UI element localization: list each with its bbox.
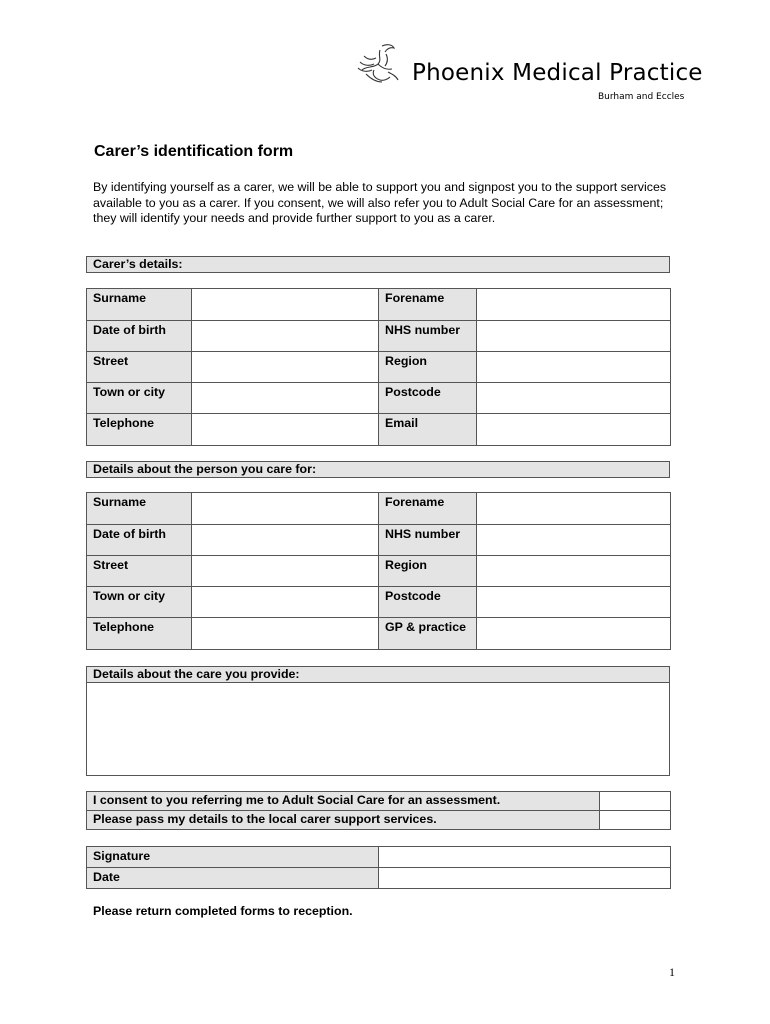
cared-forename-field[interactable] — [477, 493, 671, 525]
carer-surname-field[interactable] — [192, 289, 379, 321]
cared-nhs-label: NHS number — [379, 525, 477, 556]
cared-town-label: Town or city — [87, 587, 192, 618]
cared-postcode-field[interactable] — [477, 587, 671, 618]
cared-region-field[interactable] — [477, 556, 671, 587]
signature-field[interactable] — [379, 847, 671, 868]
cared-person-heading: Details about the person you care for: — [86, 461, 670, 478]
signature-table — [86, 846, 671, 889]
date-field[interactable] — [379, 868, 671, 889]
cared-dob-label: Date of birth — [87, 525, 192, 556]
care-provided-heading: Details about the care you provide: — [86, 666, 670, 683]
cared-street-label: Street — [87, 556, 192, 587]
carer-street-label: Street — [87, 352, 192, 383]
carer-dob-field[interactable] — [192, 321, 379, 352]
carer-town-label: Town or city — [87, 383, 192, 414]
form-title: Carer’s identification form — [94, 143, 294, 160]
carer-region-label: Region — [379, 352, 477, 383]
carer-postcode-field[interactable] — [477, 383, 671, 414]
cared-dob-field[interactable] — [192, 525, 379, 556]
carer-details-table — [86, 288, 671, 446]
cared-nhs-field[interactable] — [477, 525, 671, 556]
cared-gp-field[interactable] — [477, 618, 671, 650]
carer-street-field[interactable] — [192, 352, 379, 383]
page-number: 1 — [669, 965, 675, 979]
cared-street-field[interactable] — [192, 556, 379, 587]
cared-surname-label: Surname — [87, 493, 192, 525]
carer-nhs-label: NHS number — [379, 321, 477, 352]
carer-nhs-field[interactable] — [477, 321, 671, 352]
cared-telephone-label: Telephone — [87, 618, 192, 650]
carer-details-heading: Carer’s details: — [86, 256, 670, 273]
consent-support-checkbox[interactable] — [600, 811, 671, 830]
cared-surname-field[interactable] — [192, 493, 379, 525]
signature-label: Signature — [87, 847, 379, 868]
phoenix-logo-icon — [352, 42, 400, 84]
cared-forename-label: Forename — [379, 493, 477, 525]
cared-region-label: Region — [379, 556, 477, 587]
carer-town-field[interactable] — [192, 383, 379, 414]
consent-support-label: Please pass my details to the local carer support services. — [87, 811, 600, 830]
carer-forename-label: Forename — [379, 289, 477, 321]
cared-town-field[interactable] — [192, 587, 379, 618]
carer-postcode-label: Postcode — [379, 383, 477, 414]
date-label: Date — [87, 868, 379, 889]
carer-surname-label: Surname — [87, 289, 192, 321]
carer-telephone-label: Telephone — [87, 414, 192, 446]
practice-location: Burham and Eccles — [598, 92, 685, 102]
consent-table — [86, 791, 671, 830]
cared-telephone-field[interactable] — [192, 618, 379, 650]
carer-telephone-field[interactable] — [192, 414, 379, 446]
intro-text: By identifying yourself as a carer, we will be able to support you and signpost you to the support services available to you as a carer. If you consent, we will also refer you to Adult Social Care for an assessment; they will identify your needs and provide further support to you as a carer. — [93, 180, 667, 225]
practice-name: Phoenix Medical Practice — [412, 60, 703, 86]
carer-forename-field[interactable] — [477, 289, 671, 321]
consent-referral-label: I consent to you referring me to Adult Social Care for an assessment. — [87, 792, 600, 811]
carer-dob-label: Date of birth — [87, 321, 192, 352]
cared-gp-label: GP & practice — [379, 618, 477, 650]
carer-email-field[interactable] — [477, 414, 671, 446]
cared-person-table — [86, 492, 671, 650]
cared-postcode-label: Postcode — [379, 587, 477, 618]
care-provided-field[interactable] — [86, 683, 670, 776]
return-note: Please return completed forms to reception. — [93, 904, 353, 918]
carer-email-label: Email — [379, 414, 477, 446]
consent-referral-checkbox[interactable] — [600, 792, 671, 811]
carer-region-field[interactable] — [477, 352, 671, 383]
